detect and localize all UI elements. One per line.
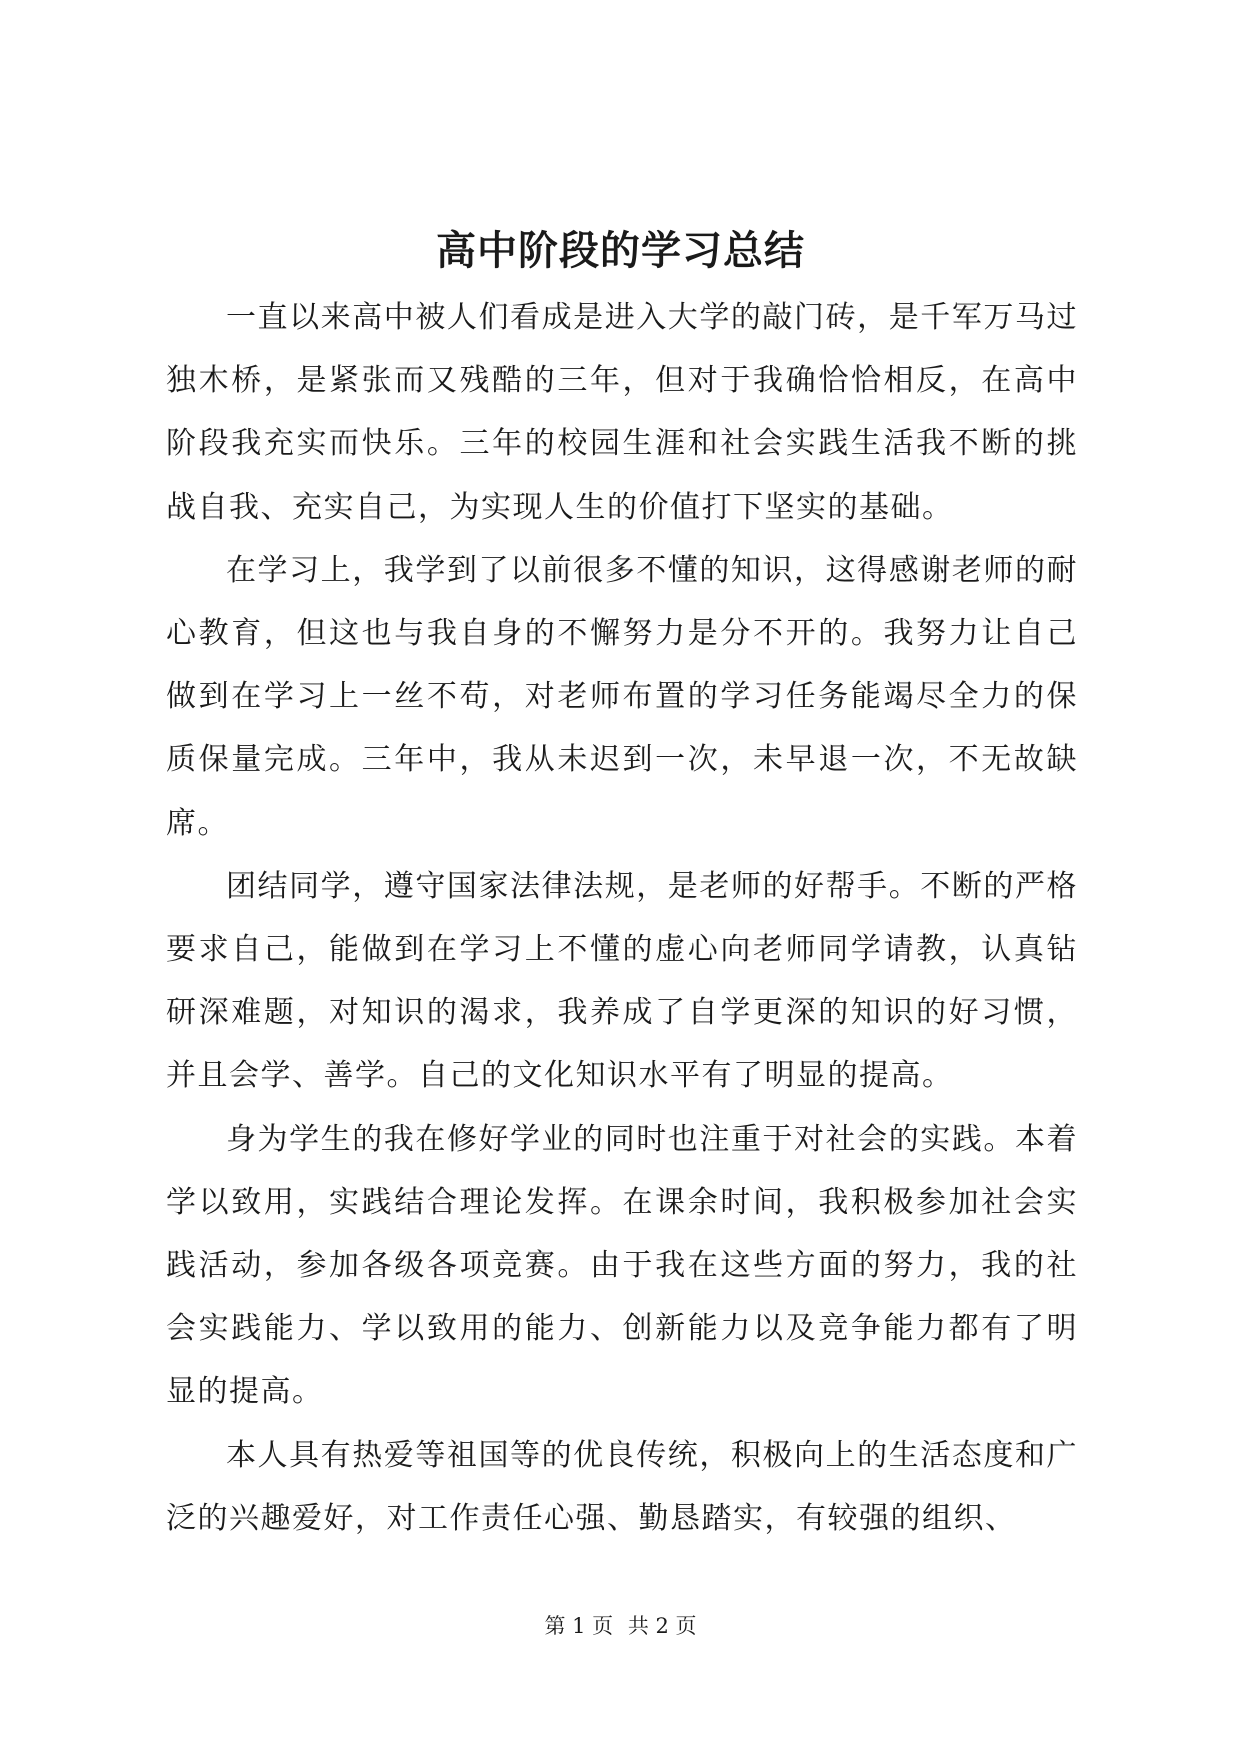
document-title: 高中阶段的学习总结 xyxy=(436,227,805,274)
paragraph-practice: 身为学生的我在修好学业的同时也注重于对社会的实践。本着学以致用，实践结合理论发挥。在课余时间，我积极参加社会实践活动，参加各级各项竞赛。由于我在这些方面的努力，我的社会实践能力、学以致用的能力、创新能力以及竞争能力都有了明显的提高。 xyxy=(166,1121,1078,1410)
paragraph-study: 在学习上，我学到了以前很多不懂的知识，这得感谢老师的耐心教育，但这也与我自身的不懈努力是分不开的。我努力让自己做到在学习上一丝不苟，对老师布置的学习任务能竭尽全力的保质保量完成。三年中，我从未迟到一次，未早退一次，不无故缺席。 xyxy=(166,552,1078,841)
page-number: 第 1 页 xyxy=(544,1614,614,1638)
page-footer xyxy=(0,1611,1241,1641)
paragraph-character: 本人具有热爱等祖国等的优良传统，积极向上的生活态度和广泛的兴趣爱好，对工作责任心强、勤恳踏实，有较强的组织、 xyxy=(166,1437,1078,1536)
paragraph-intro: 一直以来高中被人们看成是进入大学的敲门砖，是千军万马过独木桥，是紧张而又残酷的三年，但对于我确恰恰相反，在高中阶段我充实而快乐。三年的校园生涯和社会实践生活我不断的挑战自我、充实自己，为实现人生的价值打下坚实的基础。 xyxy=(166,300,1078,525)
paragraph-classmates: 团结同学，遵守国家法律法规，是老师的好帮手。不断的严格要求自己，能做到在学习上不懂的虚心向老师同学请教，认真钻研深难题，对知识的渴求，我养成了自学更深的知识的好习惯，并且会学、善学。自己的文化知识水平有了明显的提高。 xyxy=(166,868,1078,1094)
page-total: 共 2 页 xyxy=(627,1614,697,1638)
document-body xyxy=(166,286,1078,1550)
